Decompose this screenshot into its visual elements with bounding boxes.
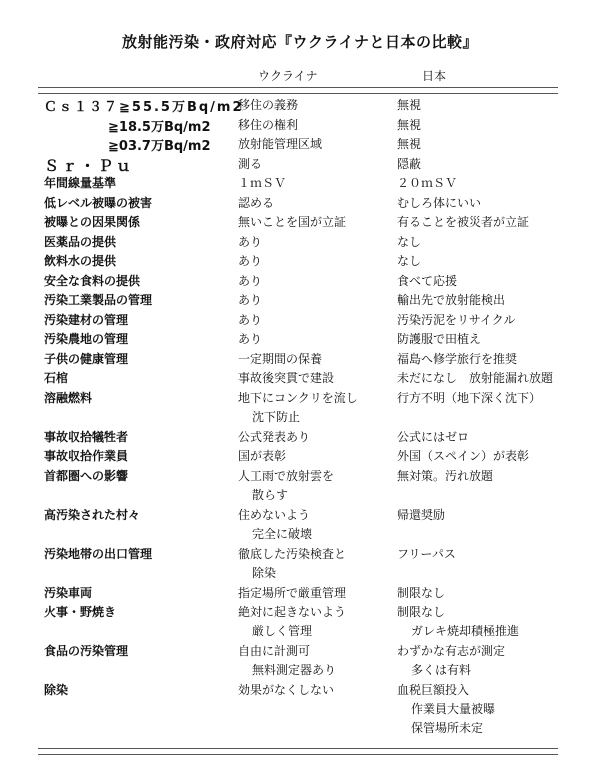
row-label: ≧03.7万Bq/m2: [108, 139, 211, 154]
japan-cell-line: 隠蔽: [397, 156, 422, 171]
japan-cell: [397, 369, 553, 388]
japan-cell-line: 食べて応援: [397, 273, 458, 288]
row-label: 汚染建材の管理: [44, 312, 129, 327]
ukraine-cell-line: 除染: [252, 565, 277, 580]
japan-cell: [397, 506, 445, 525]
ukraine-cell-line: 効果がなくしない: [238, 683, 335, 697]
ukraine-cell: [238, 252, 262, 271]
japan-cell: [397, 213, 529, 232]
japan-cell-line: 無視: [397, 98, 422, 112]
ukraine-cell: [238, 545, 346, 583]
ukraine-cell-line: あり: [238, 234, 263, 249]
table-row: [0, 369, 600, 389]
row-label: 溶融燃料: [44, 390, 93, 405]
japan-cell-line: 制限なし: [397, 605, 446, 619]
table-row: [0, 428, 600, 448]
ukraine-cell: [238, 681, 334, 700]
ukraine-cell-line: 移住の権利: [238, 117, 299, 132]
row-label: 火事・野焼き: [44, 605, 117, 619]
row-label: 飲料水の提供: [44, 254, 117, 268]
japan-cell: [397, 174, 457, 193]
japan-cell: [397, 233, 421, 252]
japan-cell: [397, 428, 469, 447]
japan-cell-line: 制限なし: [397, 585, 446, 600]
row-label: 首都圏への影響: [44, 468, 129, 483]
table-row: [0, 194, 600, 214]
japan-cell-line: なし: [397, 234, 422, 249]
ukraine-cell: [238, 135, 322, 154]
ukraine-cell: [238, 369, 334, 388]
ukraine-cell: [238, 467, 334, 505]
japan-cell-line: 無視: [397, 137, 422, 151]
row-label: 事故収拾作業員: [44, 449, 129, 463]
table-row: [0, 467, 600, 506]
ukraine-cell: [238, 194, 274, 213]
japan-cell: [397, 155, 421, 174]
ukraine-cell: [238, 447, 286, 466]
ukraine-cell-line: 放射能管理区域: [238, 137, 323, 151]
japan-cell-line: 行方不明（地下深く沈下）: [397, 390, 542, 405]
ukraine-cell: [238, 584, 346, 603]
japan-cell-line: ２０ｍＳＶ: [397, 176, 458, 190]
ukraine-cell: [238, 428, 310, 447]
japan-cell-line: 福島へ修学旅行を推奨: [397, 351, 518, 366]
row-label: Ｓｒ・Ｐｕ: [44, 156, 135, 175]
ukraine-cell-line: １ｍＳＶ: [238, 176, 287, 190]
ukraine-cell-line: あり: [238, 254, 263, 268]
japan-cell: [397, 96, 421, 115]
table-row: [0, 603, 600, 642]
table-row: [0, 447, 600, 467]
japan-cell: [397, 272, 457, 291]
table-row: [0, 681, 600, 740]
ukraine-cell: [238, 96, 298, 115]
table-row: [0, 135, 600, 155]
japan-cell: [397, 584, 445, 603]
japan-cell-line: 血税巨額投入: [397, 683, 470, 697]
japan-cell-line: わずかな有志が測定: [397, 644, 506, 658]
ukraine-cell-line: 無いことを国が立証: [238, 215, 347, 229]
table-row: [0, 545, 600, 584]
japan-cell: [397, 545, 456, 564]
japan-cell: [397, 642, 505, 680]
japan-cell: [397, 350, 517, 369]
japan-cell: [397, 447, 529, 466]
japan-cell: [397, 681, 495, 738]
row-label: 食品の汚染管理: [44, 644, 129, 658]
ukraine-cell: [238, 642, 336, 680]
ukraine-cell: [238, 389, 358, 427]
japan-cell-line: フリーパス: [397, 546, 456, 561]
row-label: 高汚染された村々: [44, 507, 141, 522]
ukraine-cell-line: 認める: [238, 195, 275, 210]
table-row: [0, 291, 600, 311]
ukraine-cell-line: 移住の義務: [238, 98, 299, 112]
row-label: 汚染農地の管理: [44, 332, 129, 346]
ukraine-cell: [238, 233, 262, 252]
japan-cell-line: 帰還奨励: [397, 507, 446, 522]
row-label: 汚染地帯の出口管理: [44, 546, 153, 561]
japan-cell: [397, 467, 493, 486]
japan-cell: [397, 330, 481, 349]
table-row: [0, 96, 600, 116]
ukraine-cell-line: 測る: [238, 156, 263, 171]
japan-cell-line: 汚染汚泥をリサイクル: [397, 312, 516, 327]
ukraine-cell-line: あり: [238, 293, 263, 307]
ukraine-cell-line: 地下にコンクリを流し: [238, 390, 358, 405]
table-row: [0, 642, 600, 681]
table-row: [0, 584, 600, 604]
table-row: [0, 155, 600, 175]
table-row: [0, 272, 600, 292]
ukraine-cell-line: 散らす: [252, 487, 289, 502]
table-row: [0, 350, 600, 370]
japan-cell-line: 無視: [397, 117, 422, 132]
ukraine-cell-line: 絶対に起きないよう: [238, 605, 347, 619]
japan-cell: [397, 194, 481, 213]
row-label: 低レベル被曝の被害: [44, 195, 153, 210]
table-row: [0, 330, 600, 350]
table-row: [0, 213, 600, 233]
ukraine-cell: [238, 174, 286, 193]
table-row: [0, 252, 600, 272]
ukraine-cell-line: あり: [238, 273, 263, 288]
table-row: [0, 116, 600, 136]
ukraine-cell: [238, 155, 262, 174]
ukraine-cell-line: 無料測定器あり: [252, 663, 337, 677]
japan-cell: [397, 311, 515, 330]
row-label: 除染: [44, 683, 69, 697]
ukraine-cell-line: 徹底した汚染検査と: [238, 546, 347, 561]
top-divider: [38, 87, 558, 94]
ukraine-cell-line: あり: [238, 332, 263, 346]
comparison-table: [0, 96, 600, 740]
ukraine-cell: [238, 272, 262, 291]
row-label: 年間線量基準: [44, 176, 117, 190]
japan-cell: [397, 389, 541, 408]
bottom-divider: [38, 748, 558, 755]
ukraine-cell-line: あり: [238, 312, 263, 327]
japan-cell-line: 作業員大量被曝: [411, 702, 496, 716]
japan-cell-line: 公式にはゼロ: [397, 429, 470, 444]
page-title: 放射能汚染・政府対応『ウクライナと日本の比較』: [121, 33, 479, 51]
ukraine-cell: [238, 311, 262, 330]
ukraine-cell-line: 完全に破壊: [252, 526, 313, 541]
row-label: 医薬品の提供: [44, 234, 117, 249]
ukraine-cell-line: 人工雨で放射雲を: [238, 468, 335, 483]
japan-cell-line: 無対策。汚れ放題: [397, 468, 494, 483]
ukraine-cell: [238, 506, 312, 544]
ukraine-cell-line: 自由に計測可: [238, 644, 311, 658]
ukraine-cell: [238, 116, 298, 135]
table-row: [0, 506, 600, 545]
japan-cell-line: 保管場所未定: [411, 721, 484, 735]
column-header-japan: 日本: [422, 69, 447, 83]
japan-cell-line: 未だになし 放射能漏れ放題: [397, 371, 554, 385]
japan-cell: [397, 291, 505, 310]
japan-cell: [397, 135, 421, 154]
ukraine-cell-line: 公式発表あり: [238, 429, 311, 444]
ukraine-cell-line: 事故後突貫で建設: [238, 371, 335, 385]
japan-cell-line: 有ることを被災者が立証: [397, 215, 530, 229]
ukraine-cell: [238, 291, 262, 310]
row-label: 石棺: [44, 371, 69, 385]
ukraine-cell-line: 住めないよう: [238, 507, 311, 522]
row-label: Ｃｓ１３７≧55.5万Bq/m2: [44, 100, 244, 115]
japan-cell-line: 防護服で田植え: [397, 332, 482, 346]
row-label: 子供の健康管理: [44, 351, 129, 366]
ukraine-cell-line: 指定場所で厳重管理: [238, 585, 347, 600]
row-label: 汚染車両: [44, 585, 93, 600]
table-row: [0, 311, 600, 331]
ukraine-cell-line: 厳しく管理: [252, 624, 313, 638]
ukraine-cell: [238, 350, 322, 369]
table-row: [0, 389, 600, 428]
japan-cell-line: むしろ体にいい: [397, 195, 482, 210]
japan-cell: [397, 252, 421, 271]
table-row: [0, 233, 600, 253]
japan-cell-line: なし: [397, 254, 422, 268]
japan-cell: [397, 603, 519, 641]
ukraine-cell-line: 一定期間の保養: [238, 351, 323, 366]
row-label: 安全な食料の提供: [44, 273, 141, 288]
column-header-ukraine: ウクライナ: [258, 69, 318, 83]
table-row: [0, 174, 600, 194]
ukraine-cell-line: 国が表彰: [238, 449, 287, 463]
ukraine-cell: [238, 213, 346, 232]
row-label: ≧18.5万Bq/m2: [108, 119, 211, 135]
japan-cell-line: 多くは有料: [411, 663, 472, 677]
row-label: 事故収拾犠牲者: [44, 429, 129, 444]
japan-cell: [397, 116, 421, 135]
ukraine-cell-line: 沈下防止: [252, 409, 301, 424]
japan-cell-line: ガレキ焼却積極推進: [411, 624, 520, 638]
japan-cell-line: 外国（スペイン）が表彰: [397, 449, 530, 463]
japan-cell-line: 輸出先で放射能検出: [397, 293, 506, 307]
row-label: 被曝との因果関係: [44, 215, 141, 229]
ukraine-cell: [238, 330, 262, 349]
ukraine-cell: [238, 603, 346, 641]
row-label: 汚染工業製品の管理: [44, 293, 153, 307]
